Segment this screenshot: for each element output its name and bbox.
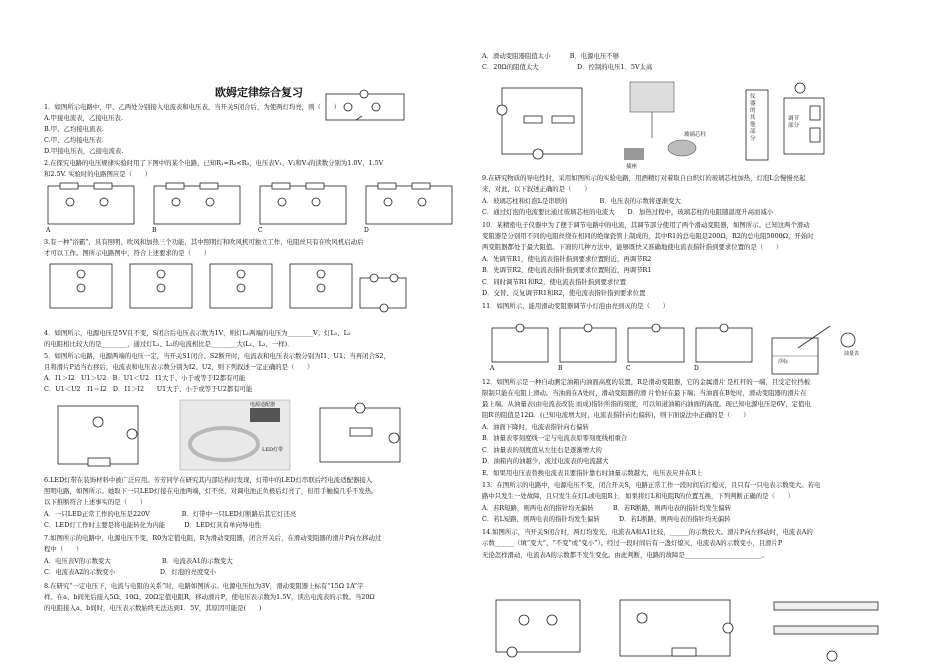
q8-option-cd: C．20Ω的阻值太大 D．控制的电压1．5V太高 <box>482 63 653 71</box>
q8-circuit-figure <box>488 80 598 170</box>
q3-circuit-c <box>210 264 272 308</box>
q6-option-cd: C．LED灯工作时主要是将电能转化为内能 D．LED灯具有单向导电性 <box>44 521 262 529</box>
q5-option-ab: A．I1＞I2 U1＞U2 B．U1＜U2 I1大于、小于或等于I2都有可能 <box>44 374 246 382</box>
q12-stem-cont3: 阻R′的阻值是12Ω．(已知电流增大时，电流表指针向右偏转)，则下面说法中正确的是（ ） <box>482 411 750 419</box>
q4-circuit-figure <box>354 262 414 318</box>
q13-circuit <box>496 600 580 657</box>
q10-option-b: B．先调节R2，使电流表指针指到要求位置附近，再调节R1 <box>482 266 652 274</box>
led-strip-label: LED灯带 <box>262 447 283 453</box>
svg-text:A: A <box>490 365 495 372</box>
led-adapter-label: 电源适配器 <box>250 402 276 408</box>
q2-stem-cont: 和2.5V. 实验时的电路图应是（ ） <box>44 170 152 178</box>
q13-stem: 13．在图所示的电路中，电源电压不变，闭合开关S，电路正常工作一段时间后灯熄灭，且只有一只电表示数变大。若电 <box>482 481 821 489</box>
q1-option-a: A.甲接电流表，乙接电压表. <box>44 114 123 122</box>
q12-option-a: A．油面下降时，电流表指针向右偏转 <box>482 423 589 431</box>
q11-circuit-b <box>558 324 616 372</box>
q5-circuit-figure <box>48 400 158 472</box>
q12-option-e: E．如果用电压表替换电流表且要指针靠右时油量示数越大，电压表应并在R上 <box>482 469 703 477</box>
glass-core-label: 玻璃芯柱 <box>684 132 707 138</box>
q3-stem: 3.有一种“浴霸”，具有照明、吹风和加热三个功能，其中照明灯和吹风机可独立工作，电阻丝只有在吹风机启动后 <box>44 238 364 246</box>
q11-stem: 11．如图所示，能用滑动变阻器调节小灯泡由亮到灭的是（ ） <box>482 302 670 310</box>
q10-option-d: D．交替、反复调节R1和R2，使电流表指针指到要求位置 <box>482 289 646 297</box>
q2-circuit-c <box>258 183 346 234</box>
q14-circuit <box>620 600 733 656</box>
q3-circuit-options <box>46 260 376 320</box>
q3-circuit-b <box>130 264 192 308</box>
q10-stem-cont2: 两变阻器都处于最大阻值。下面的几种方法中，能够既快又准确地使电流表指针指到要求位置的是（ ） <box>482 243 783 251</box>
q3-circuit-a <box>50 264 112 308</box>
q9-option-ab: A．玻璃芯柱和灯泡L是串联的 B．电压表的示数将逐渐变大 <box>482 197 681 205</box>
q3-stem-cont: 才可以工作。图所示电路图中，符合上述要求的是（ ） <box>44 249 211 257</box>
q14-stem-cont2: 无论怎样滑动，电流表A的示数都不发生变化。由此判断，电路的故障是________________________。 <box>482 551 768 559</box>
q8-stem-cont: 样。在a、b间先后接入5Ω、10Ω、20Ω定值电阻R，移动滑片P，使电压表示数为1.5V，读出电流表的示数。当20Ω <box>44 593 375 601</box>
q12-stem-cont: 限制只能在电阻上滑动。当油面在A处时，滑动变阻器的滑 片恰好在最下端；当油面在B处时，滑动变阻器的滑片在 <box>482 389 807 397</box>
q8-stem-cont2: 的电阻接入a、b间时，电压表示数始终无法达到1．5V，其原因可能是( ) <box>44 604 262 612</box>
q11-circuit-options <box>488 320 758 372</box>
page-title: 欧姆定律综合复习 <box>215 86 303 99</box>
q10-stem: 10．某精密电子仪器中为了便于调节电路中的电流，其调节部分使用了两个滑动变阻器，如图所示。已知这两个滑动 <box>482 221 810 229</box>
q2-stem: 2.在探究电路的电压规律实验时用了下图中的某个电路，已知R₁=R₂<R₃，电压表V₁、V₂和V₃的读数分别为1.0V、1.5V <box>44 159 384 167</box>
q8-stem: 8.在研究“一定电压下，电流与电阻的关系”时，电路如图所示。电源电压恒为3V，滑动变阻器上标有“15Ω 1A”字 <box>44 582 364 590</box>
q1-stem: 1．如图所示电路中，甲、乙两处分别接入电流表和电压表，当开关S闭合后，为使两灯均亮，则（ ） <box>44 103 341 111</box>
q11-circuit-d <box>694 324 752 372</box>
q7-stem-cont: 程中（ ） <box>44 545 83 553</box>
adjust-part-label: 调节部分 <box>788 116 800 129</box>
q6-stem: 6.LED灯带在装饰材料中被广泛应用。芳芳同学在研究其内部结构时发现，灯带中的LED灯串联后经电流适配器接入 <box>44 476 373 484</box>
q9-apparatus-figure <box>622 78 722 170</box>
q14-stem-cont: 示数______（填“变大”、“不变”或“变小”）。经过一段时间后有一盏灯熄灭，电流表A的示数变小，且滑片P <box>482 539 783 547</box>
svg-text:D: D <box>694 365 699 372</box>
q8-option-ab: A．滑动变阻器阻值太小 B．电源电压不够 <box>482 52 620 60</box>
q14-stem: 14.如图所示，当开关S闭合时，两灯均发光，电流表A和A1比较，______的示数较大。滑片P向左移动时，电流表A的 <box>482 528 813 536</box>
socket-label: 插座 <box>626 164 638 170</box>
svg-text:C: C <box>258 227 263 234</box>
q4-stem: 4．如图所示，电源电压是5V且不变，S闭合后电压表示数为1V，则灯L₁两端的电压为________V；灯L₁、L₂ <box>44 329 351 337</box>
q6-option-ab: A．一只LED正常工作的电压是220V B．灯带中一只LED灯断路后其它灯还亮 <box>44 510 297 518</box>
oil-gauge-label: 油量表 <box>844 351 860 357</box>
q12-option-b: B．油量表零刻度线一定与电流表原零刻度线相重合 <box>482 434 628 442</box>
q6-stem-cont: 照明电路，如图所示。她取下一只LED灯接在电池两端，灯不亮，对调电池正负极后灯亮了，但用手触摸几乎不发热。 <box>44 487 378 495</box>
q13-q14-circuit-figures <box>492 590 892 666</box>
q5-stem-cont: 且将滑片P适当右移后，电流表和电压表示数分别为I2、U2，则下列叙述一定正确的是（ ） <box>44 363 314 371</box>
q4-stem-cont: 的电阻相比较大的是________，通过灯L₁、L₂的电流相比是________大(L₁、L₂、一样)． <box>44 340 294 348</box>
q7-option-cd: C．电流表A2的示数变小 D．灯泡的亮度变小 <box>44 568 217 576</box>
q1-option-d: D.甲接电压表，乙接电流表. <box>44 147 124 155</box>
q7-stem: 7.如图所示的电路中，电源电压不变，R0为定值电阻，R为滑动变阻器，闭合开关后，在滑动变阻器的滑片P向左移动过 <box>44 534 382 542</box>
q5-stem: 5．如图所示电路，电源两端的电压一定，当开关S1闭合、S2断开时，电流表和电压表示数分别为I1、U1；当再闭合S2， <box>44 352 390 360</box>
q2-circuit-b <box>152 183 240 234</box>
q12-oil-gauge-figure <box>768 318 868 378</box>
q9-stem: 9.在研究物质的导电性时，采用如图所示的实验电路，用酒精灯对着取自白炽灯的玻璃芯柱加热，灯泡L会慢慢亮起 <box>482 174 806 182</box>
svg-text:D: D <box>364 227 369 234</box>
q9-stem-cont: 来，对此，以下叙述正确的是（ ） <box>482 185 591 193</box>
q11-circuit-a <box>489 324 548 372</box>
q2-circuit-a <box>45 183 134 234</box>
q3-circuit-d <box>290 264 352 308</box>
q6-stem-cont2: 以下推断符合上述事实的是（ ） <box>44 498 147 506</box>
q7-option-ab: A．电压表V的示数变大 B．电流表A1的示数变大 <box>44 557 233 565</box>
q13-option-ab: A．若R短路，则两电表的指针均无偏转 B．若R断路，则两电表的指针均发生偏转 <box>482 504 731 512</box>
q5-option-cd: C．U1＜U2 I1＝I2 D．I1＞I2 U1大于、小于或等于U2都有可能 <box>44 385 253 393</box>
q1-circuit-figure <box>320 90 410 124</box>
q9-option-cd: C．通过灯泡的电流要比通过玻璃芯柱的电流大 D．加热过程中，玻璃芯柱的电阻随温度升高而减小 <box>482 208 774 216</box>
q12-option-c: C．油量表的刻度值从左往右是逐渐增大的 <box>482 446 602 454</box>
q12-stem-cont2: 最上端。从油量表(由电流表改装 而成)指针所指的刻度，可以知道油箱内油面的高度。现已知电源电压是6V，定值电 <box>482 400 811 408</box>
q10-device-figure <box>744 80 848 164</box>
svg-text:B: B <box>558 365 563 372</box>
q7-circuit-figure <box>310 402 420 470</box>
other-part-label: 仪器的其他部分 <box>750 94 756 142</box>
q10-option-c: C．同时调节R1和R2，使电流表指针指到要求位置 <box>482 278 627 286</box>
tube-lamp-figure <box>774 602 878 661</box>
svg-text:C: C <box>626 365 631 372</box>
q11-circuit-c <box>626 324 684 372</box>
q1-option-b: B.甲、乙均接电流表. <box>44 125 104 133</box>
q13-option-cd: C．若L短路，则两电表的指针均发生偏转 D．若L断路，则两电表的指针均无偏转 <box>482 515 731 523</box>
q12-option-d: D．油箱内的油越少，流过电流表的电流越大 <box>482 457 609 465</box>
q1-option-c: C.甲、乙均接电压表. <box>44 136 104 144</box>
q12-stem: 12．如图所示是一种自动测定油箱内油面高度的装置，R是滑动变阻器，它的金属滑片 是杠杆的一端，且受定位挡板 <box>482 378 811 386</box>
q10-option-a: A．先调节R1，使电流表指针指到要求位置附近，再调节R2 <box>482 255 652 263</box>
svg-text:A: A <box>46 227 51 234</box>
float-label: 浮标 <box>778 359 789 365</box>
q10-stem-cont: 变阻器是分别用不同的电阻丝绕在相同的绝缘瓷管上制成的，其中R1的总电阻是200Ω，R2的总电阻5000Ω，开始时 <box>482 232 814 240</box>
svg-text:B: B <box>152 227 157 234</box>
q6-led-photo <box>180 400 290 470</box>
q2-circuit-options <box>44 180 468 232</box>
q2-circuit-d <box>364 183 452 234</box>
q13-stem-cont: 路中只发生一处故障，且只发生在灯L或电阻R上．如果将灯L和电阻R的位置互换，下列判断正确的是（ ） <box>482 492 795 500</box>
